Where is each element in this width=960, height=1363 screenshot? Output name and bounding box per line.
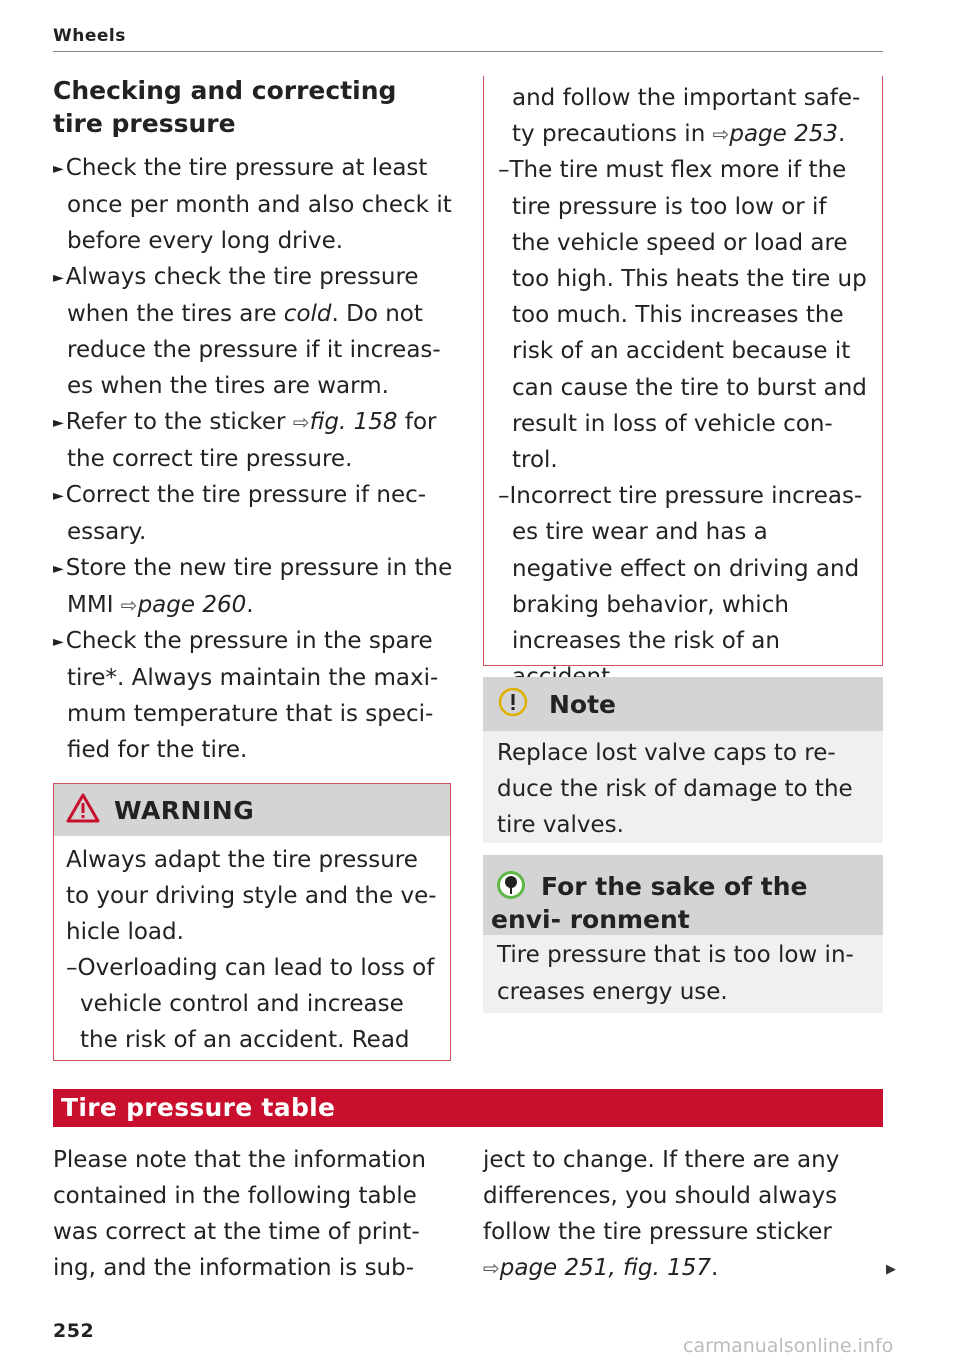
left-column — [53, 74, 453, 768]
warning-continuation-text — [498, 80, 868, 152]
warning-item: –Overloading can lead to loss of vehicle control and increase the risk of an accident. Read — [66, 955, 435, 1053]
step-arrow-icon: ► — [53, 488, 64, 504]
emphasis-text: cold — [283, 301, 332, 327]
warning-cont-end: . — [838, 121, 846, 148]
ref-arrow-icon: ⇨ — [712, 122, 730, 147]
header-rule — [53, 51, 883, 52]
environment-header — [483, 855, 883, 935]
watermark: carmanualsonline.info — [683, 1335, 894, 1357]
step-arrow-icon: ► — [53, 270, 64, 286]
running-header: Wheels — [53, 26, 126, 46]
step-arrow-icon: ► — [53, 161, 64, 177]
ref-arrow-icon: ⇨ — [120, 593, 138, 617]
note-body: Replace lost valve caps to re- duce the risk of damage to the tire valves. — [497, 740, 853, 838]
step-text: . — [246, 592, 254, 618]
step-arrow-icon: ► — [53, 634, 64, 650]
warning-item: –Incorrect tire pressure increas- es tire wear and has a negative effect on driving and braking behavior, which increases the risk of an — [498, 483, 863, 655]
page-ref-link[interactable]: page 260 — [137, 592, 247, 618]
step-arrow-icon: ► — [53, 561, 64, 577]
step-arrow-icon: ► — [53, 415, 64, 431]
warning-cont-text: and follow the important safe- ty precautions in — [512, 85, 861, 148]
next-page-arrow-icon: ▶ — [886, 1262, 896, 1277]
warning-title: WARNING — [114, 795, 255, 825]
warning-body — [54, 836, 450, 1058]
ref-arrow-icon: ⇨ — [292, 410, 310, 434]
ref-arrow-icon: ⇨ — [483, 1256, 500, 1280]
note-exclamation-icon — [497, 686, 529, 722]
section-heading: Checking and correcting tire pressure — [53, 76, 397, 138]
step-text: Always check the tire pressure when the tires are — [65, 264, 419, 327]
step-text: Correct the tire pressure if nec- essary. — [65, 482, 427, 545]
section-title-bar: Tire pressure table — [53, 1089, 883, 1127]
instruction-step — [53, 259, 453, 404]
step-text: . Do not reduce the pressure if it increas- es when the tires are warm. — [67, 301, 441, 399]
table-intro-right — [483, 1142, 883, 1286]
warning-box — [53, 783, 451, 1061]
table-intro-left: Please note that the information contained in the following table was correct at the time of print- ing, and the information is sub- — [53, 1147, 426, 1281]
warning-intro: Always adapt the tire pressure to your driving style and the ve- hicle load. — [66, 847, 437, 945]
table-intro-end: . — [711, 1255, 719, 1281]
warning-header — [54, 784, 450, 836]
note-box — [483, 677, 883, 843]
instruction-step — [53, 404, 453, 477]
step-text: Refer to the sticker — [65, 409, 293, 435]
warning-item: –The tire must flex more if the tire pressure is too low or if the vehicle speed or load are too high. This heats the tire up too much. This increases the risk of an accident because it can cause the tire to burst and result in loss of vehicle con- trol. — [498, 157, 867, 474]
page-number: 252 — [53, 1320, 95, 1342]
instruction-step — [53, 477, 453, 550]
instruction-step — [53, 550, 453, 623]
table-intro-text: ject to change. If there are any differences, you should always follow the tire pressure sticker — [483, 1147, 840, 1245]
page-ref-link[interactable]: page 251, fig. 157 — [499, 1255, 712, 1281]
note-title: Note — [549, 689, 617, 719]
environment-title: For the sake of the envi- ronment — [491, 872, 808, 934]
step-text: for the correct tire pressure. — [67, 409, 437, 472]
instruction-step — [53, 150, 453, 259]
environment-box — [483, 855, 883, 1013]
page-ref-link[interactable]: page 253 — [729, 121, 839, 148]
instruction-step — [53, 623, 453, 768]
note-header — [483, 677, 883, 731]
step-text: Check the tire pressure at least once per month and also check it before every long drive. — [65, 155, 452, 254]
step-text: Check the pressure in the spare tire*. Always maintain the maxi- mum temperature that is speci- fied for the tire. — [65, 628, 439, 763]
warning-continuation-box — [483, 76, 883, 666]
warning-triangle-icon — [66, 793, 100, 827]
step-text: Store the new tire pressure in the MMI — [65, 555, 453, 618]
tree-icon — [495, 869, 527, 906]
page-ref-link[interactable]: fig. 158 — [309, 409, 398, 435]
environment-body: Tire pressure that is too low in- creases energy use. — [497, 942, 854, 1005]
step-list — [53, 150, 453, 768]
